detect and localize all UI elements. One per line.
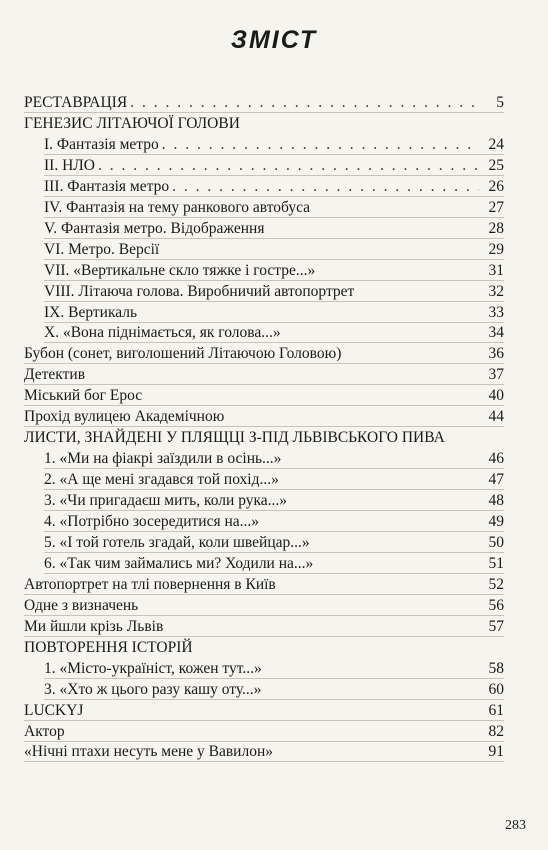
toc-entry-title: LUCKYJ xyxy=(24,701,84,719)
toc-entry xyxy=(44,469,504,490)
toc-entry-title: І. Фантазія метро xyxy=(44,135,159,153)
toc-entry-title: 5. «І той готель згадай, коли швейцар...» xyxy=(44,533,310,551)
toc-entry xyxy=(24,616,504,637)
toc-entry xyxy=(44,218,504,239)
toc-entry-page: 32 xyxy=(488,282,504,300)
toc-entry-title: Актор xyxy=(24,722,65,740)
toc-entry-page: 24 xyxy=(488,135,504,153)
toc-entry xyxy=(24,92,504,113)
toc-leader-dots xyxy=(162,134,479,155)
toc-entry xyxy=(24,721,504,742)
toc-entry-page: 29 xyxy=(488,240,504,258)
toc-entry-page: 34 xyxy=(488,324,504,342)
toc-entry-page: 52 xyxy=(488,575,504,593)
toc-entry-page: 27 xyxy=(488,198,504,216)
toc-entry-page: 37 xyxy=(488,366,504,384)
toc-entry xyxy=(44,679,504,700)
toc-entry-title: Бубон (сонет, виголошений Літаючою Головою) xyxy=(24,345,342,363)
toc-entry-title: 4. «Потрібно зосередитися на...» xyxy=(44,513,260,530)
toc-entry xyxy=(44,155,504,176)
toc-entry-page: 40 xyxy=(488,387,504,405)
toc-leader-dots xyxy=(130,92,479,113)
toc-entry-title: V. Фантазія метро. Відображення xyxy=(44,219,265,237)
toc-entry-title: Ми йшли крізь Львів xyxy=(24,617,164,635)
toc-leader-dots xyxy=(98,155,479,176)
toc-entry xyxy=(44,134,504,155)
toc-entry-page: 26 xyxy=(488,177,504,195)
toc-entry xyxy=(44,239,504,260)
toc-entry-page: 47 xyxy=(488,471,504,489)
toc-entry-title: 3. «Хто ж цього разу кашу оту...» xyxy=(44,680,262,698)
toc-entry-title: 6. «Так чим займались ми? Ходили на...» xyxy=(44,554,314,572)
toc-entry xyxy=(24,574,504,595)
toc-entry xyxy=(44,281,504,302)
toc-entry-title: 1. «Місто-україніст, кожен тут...» xyxy=(44,659,262,677)
toc-entry-page: 5 xyxy=(496,94,504,111)
toc-entry-title: VII. «Вертикальне скло тяжке і гостре...» xyxy=(44,261,316,279)
toc-entry-title: 3. «Чи пригадаєш мить, коли рука...» xyxy=(44,492,288,510)
toc-entry-title: ІІІ. Фантазія метро xyxy=(44,177,170,195)
toc-entry xyxy=(44,553,504,574)
toc-entry xyxy=(44,490,504,511)
toc-entry-page: 91 xyxy=(488,743,504,761)
toc-entry xyxy=(24,385,504,406)
toc-entry-title: VI. Метро. Версії xyxy=(44,240,160,258)
toc-entry xyxy=(24,406,504,427)
toc-entry-page: 51 xyxy=(488,554,504,572)
toc-entry-title: Прохід вулицею Академічною xyxy=(24,408,225,426)
toc-entry-page: 60 xyxy=(488,680,504,698)
toc-entry-title: Міський бог Ерос xyxy=(24,387,143,405)
toc-entry-title: Одне з визначень xyxy=(24,596,139,614)
toc-entry-page: 49 xyxy=(488,513,504,530)
toc-entry xyxy=(44,302,504,323)
toc-entry-title: РЕСТАВРАЦІЯ xyxy=(24,94,128,111)
toc-entry xyxy=(44,532,504,553)
toc-entry-page: 82 xyxy=(488,722,504,740)
toc-entry-title: IV. Фантазія на тему ранкового автобуса xyxy=(44,198,311,216)
toc-entry-title: 1. «Ми на фіакрі заїздили в осінь...» xyxy=(44,450,282,468)
toc-entry xyxy=(44,176,504,197)
toc-entry xyxy=(44,658,504,679)
toc-entry xyxy=(44,197,504,218)
toc-entry-title: ПОВТОРЕННЯ ІСТОРІЙ xyxy=(24,638,193,656)
toc-entry xyxy=(24,427,504,448)
toc-entry-page: 31 xyxy=(488,261,504,279)
toc-entry-page: 56 xyxy=(488,596,504,614)
toc-entry-page: 28 xyxy=(488,219,504,237)
toc-entry xyxy=(24,741,504,762)
toc-entry-title: X. «Вона піднімається, як голова...» xyxy=(44,324,281,342)
toc-entry-page: 46 xyxy=(488,450,504,468)
toc-entry-title: «Нічні птахи несуть мене у Вавилон» xyxy=(24,743,274,761)
page-number: 283 xyxy=(505,818,526,833)
toc-entry xyxy=(24,595,504,616)
toc-entry-page: 33 xyxy=(488,303,504,321)
toc-entry xyxy=(44,260,504,281)
toc-entry xyxy=(24,700,504,721)
toc-entry xyxy=(24,364,504,385)
toc-entry-title: ЛИСТИ, ЗНАЙДЕНІ У ПЛЯЩЦІ З-ПІД ЛЬВІВСЬКОГО ПИВА xyxy=(24,429,445,447)
toc-entry-title: Детектив xyxy=(24,366,86,384)
toc-entry-page: 44 xyxy=(488,408,504,426)
toc-entry-title: 2. «А ще мені згадався той похід...» xyxy=(44,471,279,489)
toc-entry-title: Автопортрет на тлі повернення в Київ xyxy=(24,575,276,593)
toc-entry xyxy=(44,322,504,343)
toc-leader-dots xyxy=(172,176,479,197)
toc-entry xyxy=(44,511,504,532)
toc-entry xyxy=(44,448,504,469)
toc-entry-page: 48 xyxy=(488,492,504,510)
toc-entry-page: 57 xyxy=(488,617,504,635)
toc-entry-title: VIII. Літаюча голова. Виробничий автопортрет xyxy=(44,282,355,300)
toc-entry xyxy=(24,637,504,658)
toc-entry-page: 58 xyxy=(488,659,504,677)
toc-entry-title: ІІ. НЛО xyxy=(44,156,95,174)
toc-entry-title: IX. Вертикаль xyxy=(44,303,138,321)
toc-entry-page: 61 xyxy=(488,701,504,719)
toc-entry-title: ГЕНЕЗИС ЛІТАЮЧОЇ ГОЛОВИ xyxy=(24,114,240,132)
page-title: ЗМІСТ xyxy=(230,26,318,54)
toc-entry-page: 50 xyxy=(488,533,504,551)
toc-entry-page: 36 xyxy=(488,345,504,363)
toc-entry xyxy=(24,343,504,364)
toc-entry-page: 25 xyxy=(488,156,504,174)
toc-entry xyxy=(24,113,504,134)
